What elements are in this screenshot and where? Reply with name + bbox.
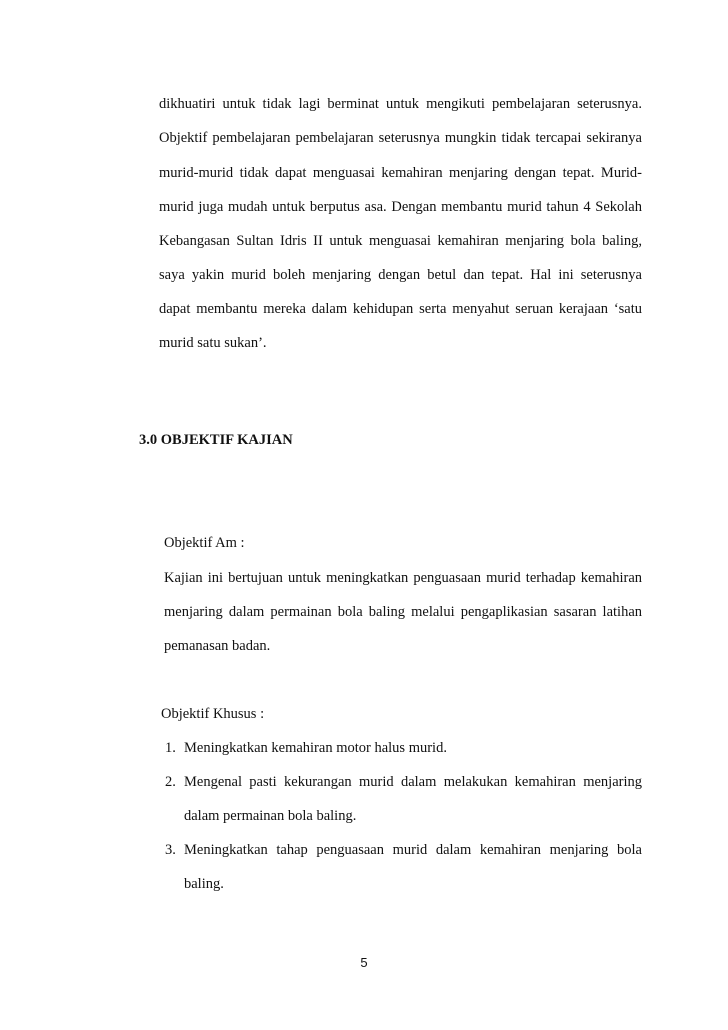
paragraph-line: Objektif pembelajaran pembelajaran seterusnya mungkin tidak tercapai sekiranya <box>159 130 642 146</box>
paragraph-line: murid-murid tidak dapat menguasai kemahiran menjaring dengan tepat. Murid- <box>159 165 642 181</box>
list-item-text: baling. <box>184 876 224 892</box>
section-heading: 3.0 OBJEKTIF KAJIAN <box>139 432 293 448</box>
page-number: 5 <box>360 955 368 970</box>
objektif-am-title: Objektif Am : <box>164 535 245 551</box>
paragraph-line: dapat membantu mereka dalam kehidupan serta menyahut seruan kerajaan ‘satu <box>159 301 642 317</box>
list-item-text: dalam permainan bola baling. <box>184 808 357 824</box>
list-number: 3. <box>165 842 176 858</box>
objektif-am-line: menjaring dalam permainan bola baling melalui pengaplikasian sasaran latihan <box>164 604 642 620</box>
list-item-text: Meningkatkan kemahiran motor halus murid. <box>184 740 447 756</box>
paragraph-line: murid juga mudah untuk berputus asa. Dengan membantu murid tahun 4 Sekolah <box>159 199 642 215</box>
objektif-am-line: pemanasan badan. <box>164 638 271 654</box>
paragraph-line: dikhuatiri untuk tidak lagi berminat untuk mengikuti pembelajaran seterusnya. <box>159 96 642 112</box>
objektif-am-line: Kajian ini bertujuan untuk meningkatkan penguasaan murid terhadap kemahiran <box>164 570 642 586</box>
objektif-khusus-title: Objektif Khusus : <box>161 706 265 722</box>
paragraph-line: Kebangasan Sultan Idris II untuk menguasai kemahiran menjaring bola baling, <box>159 233 642 249</box>
list-item-text: Meningkatkan tahap penguasaan murid dalam kemahiran menjaring bola <box>184 842 642 858</box>
list-item-text: Mengenal pasti kekurangan murid dalam melakukan kemahiran menjaring <box>184 774 642 790</box>
list-number: 1. <box>165 740 176 756</box>
paragraph-line: murid satu sukan’. <box>159 335 267 351</box>
paragraph-line: saya yakin murid boleh menjaring dengan betul dan tepat. Hal ini seterusnya <box>159 267 642 283</box>
list-number: 2. <box>165 774 176 790</box>
